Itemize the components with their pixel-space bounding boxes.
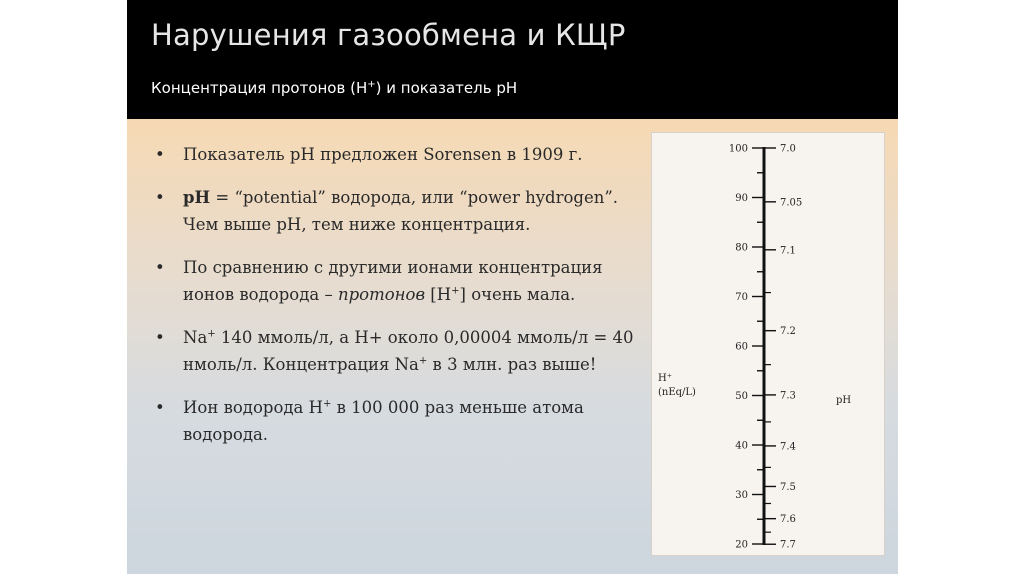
- slide-title: Нарушения газообмена и КЩР: [151, 18, 626, 52]
- bullet-item: [155, 324, 635, 378]
- right-tick-label: 7.5: [780, 481, 796, 493]
- right-tick-label: 7.1: [780, 245, 796, 257]
- bullet-superscript: +: [451, 285, 460, 297]
- slide: [127, 0, 898, 574]
- left-tick-label: 30: [735, 490, 748, 501]
- bullet-dot: •: [155, 188, 165, 207]
- bullet-text: Показатель pH предложен Sorensen в 1909 г.: [183, 145, 583, 164]
- slide-body: [127, 119, 898, 574]
- slide-subtitle: [151, 79, 517, 97]
- right-tick-label: 7.3: [780, 390, 796, 402]
- bullet-item: [155, 184, 635, 238]
- left-tick-label: 50: [735, 391, 748, 402]
- bullet-dot: •: [155, 258, 165, 277]
- right-tick-label: 7.05: [780, 197, 803, 209]
- bullet-text: = “potential” водорода, или “power hydrogen”. Чем выше pH, тем ниже концентрация.: [183, 188, 619, 234]
- left-tick-label: 90: [735, 193, 748, 204]
- bullet-text: ] очень мала.: [459, 285, 576, 304]
- left-tick-label: 60: [735, 341, 748, 353]
- subtitle-text: Концентрация протонов (H: [151, 79, 368, 97]
- bullet-item: [155, 394, 635, 448]
- bullet-dot: •: [155, 145, 165, 164]
- bullet-italic-text: протонов: [337, 285, 426, 304]
- bullet-text: Na: [183, 328, 208, 347]
- left-axis-ticks: [729, 144, 764, 551]
- bullet-text: Ион водорода H: [183, 398, 324, 417]
- right-axis-ticks: [764, 144, 802, 551]
- ph-nomogram: [651, 132, 885, 556]
- left-tick-label: 40: [735, 440, 748, 452]
- right-tick-label: 7.6: [780, 514, 796, 526]
- subtitle-text-end: ) и показатель pH: [375, 79, 518, 97]
- bullet-superscript: +: [323, 398, 332, 410]
- bullet-superscript: +: [418, 355, 428, 367]
- nomogram-svg: [652, 133, 884, 555]
- bullet-bold-text: pH: [183, 188, 211, 207]
- bullet-dot: •: [155, 398, 165, 417]
- bullet-text: в 100 000 раз меньше атома водорода.: [183, 398, 584, 444]
- left-axis-label-line1: H⁺: [658, 373, 672, 384]
- bullet-text: [H: [425, 285, 452, 304]
- subtitle-superscript: +: [367, 79, 376, 90]
- bullet-text: 140 ммоль/л, а H+ около 0,00004 ммоль/л = 40 нмоль/л. Концентрация Na: [183, 328, 634, 374]
- bullet-dot: •: [155, 328, 165, 347]
- bullet-text: По сравнению с другими ионами концентрация ионов водорода –: [183, 258, 603, 304]
- bullet-list: [155, 141, 635, 464]
- bullet-item: [155, 141, 635, 168]
- left-tick-label: 20: [735, 539, 748, 551]
- left-axis-label-line2: (nEq/L): [658, 387, 696, 398]
- left-tick-label: 80: [735, 242, 748, 254]
- right-tick-label: 7.0: [780, 143, 796, 155]
- bullet-text: в 3 млн. раз выше!: [427, 355, 597, 374]
- right-tick-label: 7.2: [780, 326, 796, 338]
- left-tick-label: 70: [735, 292, 748, 303]
- bullet-item: [155, 254, 635, 308]
- bullet-superscript: +: [207, 328, 216, 340]
- right-axis-label: pH: [836, 395, 852, 406]
- right-tick-label: 7.4: [780, 441, 796, 453]
- slide-header: [127, 0, 898, 119]
- left-tick-label: 100: [728, 143, 748, 155]
- right-tick-label: 7.7: [780, 539, 796, 551]
